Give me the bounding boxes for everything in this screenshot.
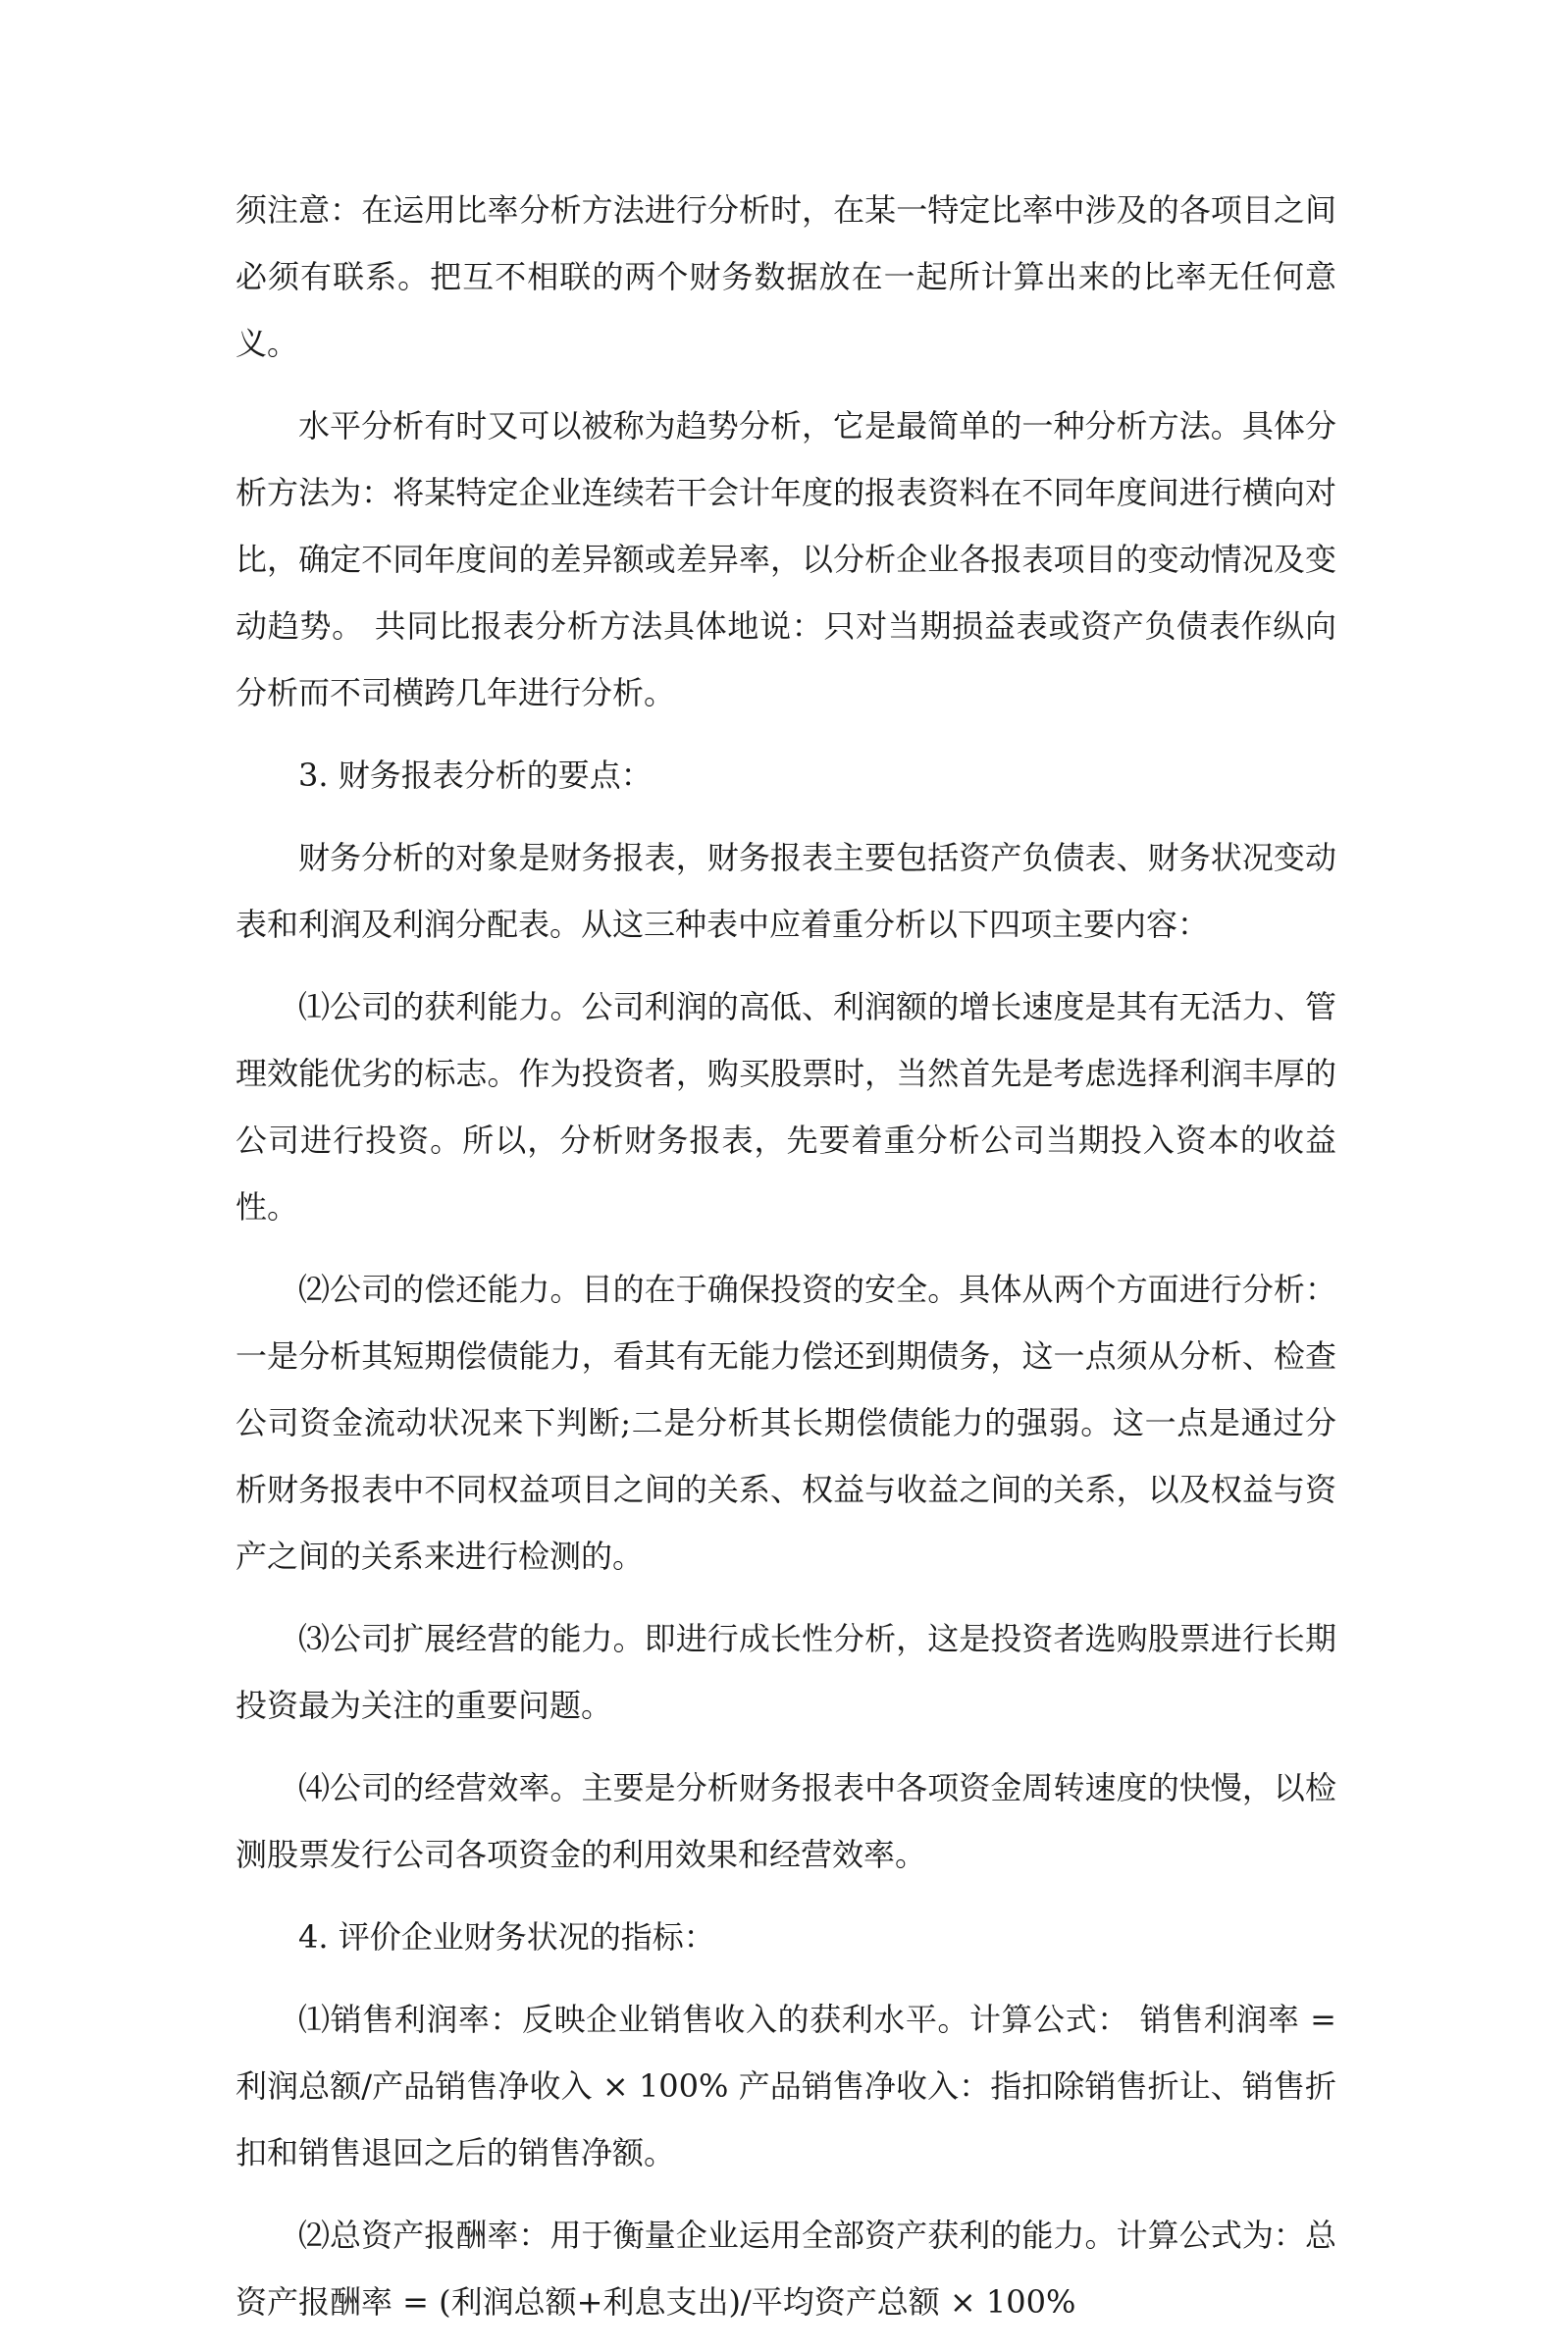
document-body <box>235 177 1336 2351</box>
paragraph-sales-profit-margin: ⑴销售利润率：反映企业销售收入的获利水平。计算公式： 销售利润率 = 利润总额/产品销售净收入 × 100% 产品销售净收入：指扣除销售折让、销售折扣和销售退回之后的销售净额。 <box>235 2001 1336 2171</box>
paragraph-expansion: ⑶公司扩展经营的能力。即进行成长性分析，这是投资者选购股票进行长期投资最为关注的重要问题。 <box>235 1620 1336 1724</box>
paragraph-horizontal-analysis: 水平分析有时又可以被称为趋势分析，它是最简单的一种分析方法。具体分析方法为：将某特定企业连续若干会计年度的报表资料在不同年度间进行横向对比，确定不同年度间的差异额或差异率，以分析企业各报表项目的变动情况及变动趋势。 共同比报表分析方法具体地说：只对当期损益表或资产负债表作纵向分析而不司横跨几年进行分析。 <box>235 407 1336 711</box>
paragraph-efficiency: ⑷公司的经营效率。主要是分析财务报表中各项资金周转速度的快慢，以检测股票发行公司各项资金的利用效果和经营效率。 <box>235 1769 1336 1873</box>
paragraph-ratio-analysis-note: 须注意：在运用比率分析方法进行分析时，在某一特定比率中涉及的各项目之间必须有联系。把互不相联的两个财务数据放在一起所计算出来的比率无任何意义。 <box>235 191 1336 362</box>
section-heading-4: 4. 评价企业财务状况的指标： <box>298 1918 715 1956</box>
section-heading-3: 3. 财务报表分析的要点： <box>298 757 653 794</box>
paragraph-total-asset-return: ⑵总资产报酬率：用于衡量企业运用全部资产获利的能力。计算公式为：总资产报酬率 = (利润总额+利息支出)/平均资产总额 × 100% <box>235 2217 1336 2321</box>
paragraph-analysis-object: 财务分析的对象是财务报表，财务报表主要包括资产负债表、财务状况变动表和利润及利润分配表。从这三种表中应着重分析以下四项主要内容： <box>235 839 1336 943</box>
paragraph-solvency: ⑵公司的偿还能力。目的在于确保投资的安全。具体从两个方面进行分析：一是分析其短期偿债能力，看其有无能力偿还到期债务，这一点须从分析、检查公司资金流动状况来下判断;二是分析其长期偿债能力的强弱。这一点是通过分析财务报表中不同权益项目之间的关系、权益与收益之间的关系，以及权益与资产之间的关系来进行检测的。 <box>235 1271 1336 1575</box>
paragraph-profitability: ⑴公司的获利能力。公司利润的高低、利润额的增长速度是其有无活力、管理效能优劣的标志。作为投资者，购买股票时，当然首先是考虑选择利润丰厚的公司进行投资。所以，分析财务报表，先要着重分析公司当期投入资本的收益性。 <box>235 988 1336 1226</box>
